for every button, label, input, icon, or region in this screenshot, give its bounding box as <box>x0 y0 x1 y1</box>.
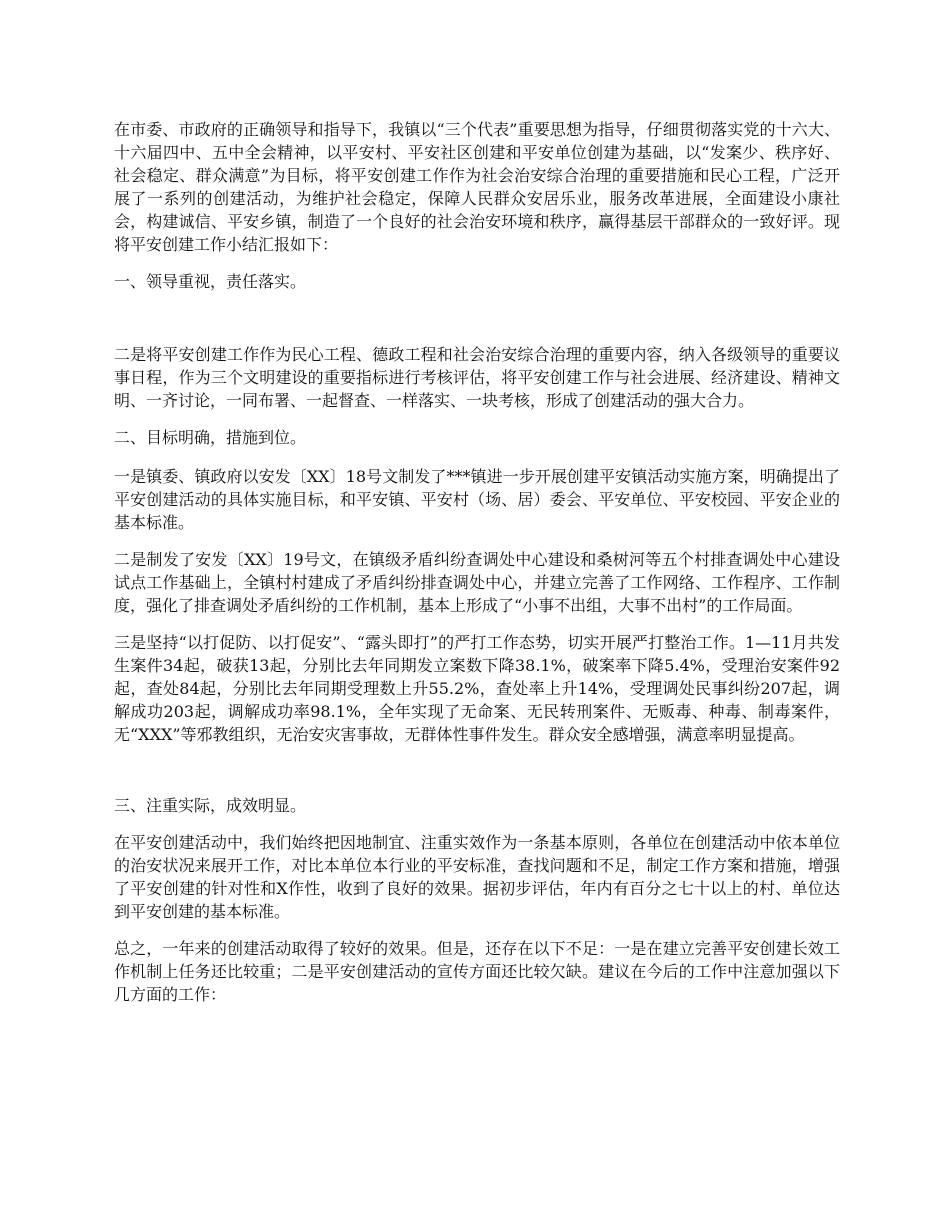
document-body <box>114 118 840 1006</box>
section-2-paragraph-2: 二是制发了安发〔XX〕19号文，在镇级矛盾纠纷查调处中心建设和桑树河等五个村排查调处中心建设试点工作基础上，全镇村村建成了矛盾纠纷排查调处中心，并建立完善了工作网络、工作程序、工作制度，强化了排查调处矛盾纠纷的工作机制，基本上形成了“小事不出组，大事不出村”的工作局面。 <box>114 550 840 615</box>
section-heading-2: 二、目标明确，措施到位。 <box>114 428 307 447</box>
intro-paragraph: 在市委、市政府的正确领导和指导下，我镇以“三个代表”重要思想为指导，仔细贯彻落实党的十六大、十六届四中、五中全会精神，以平安村、平安社区创建和平安单位创建为基础，以“发案少、秩序好、社会稳定、群众满意”为目标，将平安创建工作作为社会治安综合治理的重要措施和民心工程，广泛开展了一系列的创建活动，为维护社会稳定，保障人民群众安居乐业，服务改革进展，全面建设小康社会，构建诚信、平安乡镇，制造了一个良好的社会治安环境和秩序，赢得基层干部群众的一致好评。现将平安创建工作小结汇报如下： <box>114 120 840 254</box>
section-heading-1: 一、领导重视，责任落实。 <box>114 272 307 291</box>
section-1-paragraph: 二是将平安创建工作作为民心工程、德政工程和社会治安综合治理的重要内容，纳入各级领导的重要议事日程，作为三个文明建设的重要指标进行考核评估，将平安创建工作与社会进展、经济建设、精神文明、一齐讨论，一同布署、一起督查、一样落实、一块考核，形成了创建活动的强大合力。 <box>114 345 840 410</box>
section-3-paragraph-2: 总之，一年来的创建活动取得了较好的效果。但是，还存在以下不足：一是在建立完善平安创建长效工作机制上任务还比较重；二是平安创建活动的宣传方面还比较欠缺。建议在今后的工作中注意加强以下几方面的工作： <box>114 939 840 1004</box>
section-heading-3: 三、注重实际，成效明显。 <box>114 796 307 815</box>
section-3-paragraph-1: 在平安创建活动中，我们始终把因地制宜、注重实效作为一条基本原则，各单位在创建活动中依本单位的治安状况来展开工作，对比本单位本行业的平安标准，查找问题和不足，制定工作方案和措施，增强了平安创建的针对性和X作性，收到了良好的效果。据初步评估，年内有百分之七十以上的村、单位达到平安创建的基本标准。 <box>114 833 840 921</box>
section-2-paragraph-1: 一是镇委、镇政府以安发〔XX〕18号文制发了***镇进一步开展创建平安镇活动实施方案，明确提出了平安创建活动的具体实施目标，和平安镇、平安村（场、居）委会、平安单位、平安校园、平安企业的基本标准。 <box>114 467 840 532</box>
section-2-paragraph-3: 三是坚持“以打促防、以打促安”、“露头即打”的严打工作态势，切实开展严打整治工作。1—11月共发生案件34起，破获13起，分别比去年同期发立案数下降38.1%，破案率下降5.4%，受理治安案件92起，查处84起，分别比去年同期受理数上升55.2%，查处率上升14%，受理调处民事纠纷207起，调解成功203起，调解成功率98.1%，全年实现了无命案、无民转刑案件、无贩毒、种毒、制毒案件，无“XXX”等邪教组织，无治安灾害事故，无群体性事件发生。群众安全感增强，满意率明显提高。 <box>114 633 840 744</box>
